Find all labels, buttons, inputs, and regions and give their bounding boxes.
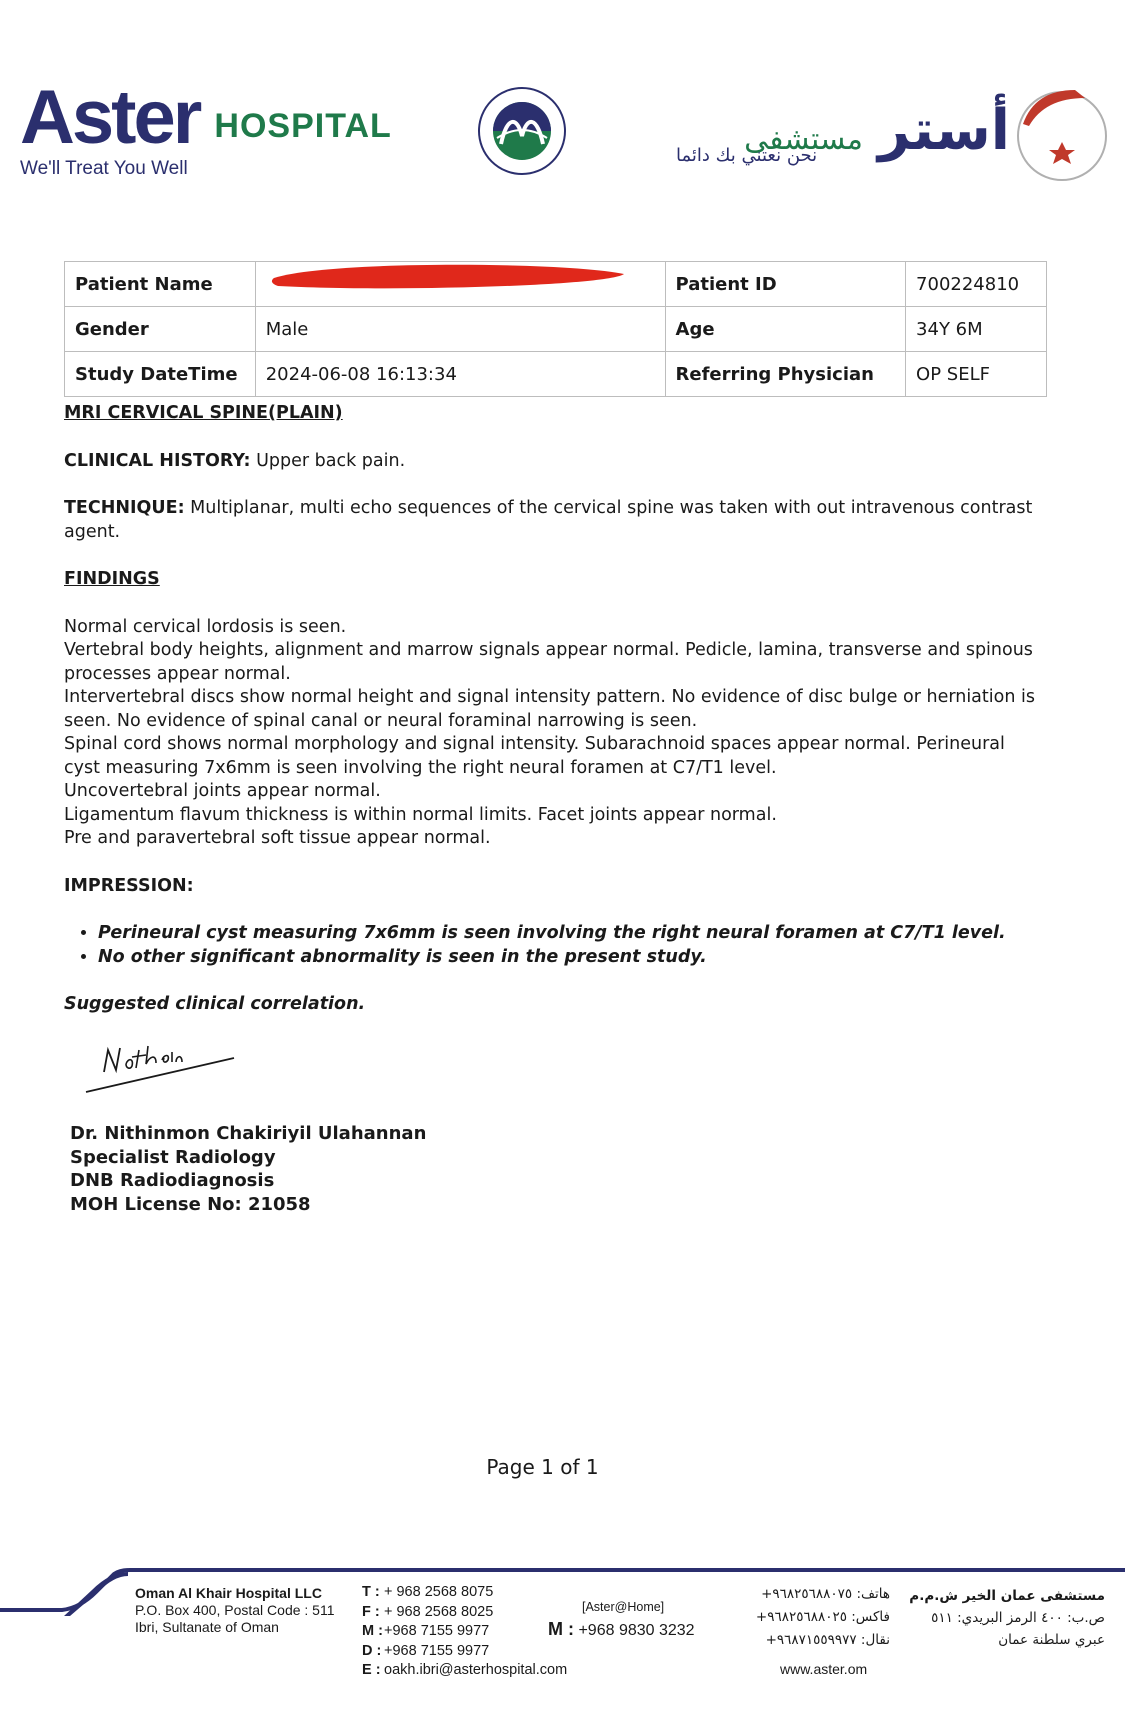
clinical-history-text: Upper back pain. (250, 450, 406, 471)
footer-arabic-fax: فاكس: ٩٦٨٢٥٦٨٨٠٢٥+ (755, 1609, 890, 1625)
footer-phone (362, 1583, 567, 1603)
referring-physician-value: OP SELF (906, 352, 1047, 397)
footer-arabic-contacts (730, 1583, 890, 1652)
logo-hospital-text: HOSPITAL (214, 107, 392, 145)
findings-title: FINDINGS (64, 569, 160, 589)
finding-line: Pre and paravertebral soft tissue appear normal. (64, 828, 491, 848)
finding-line: Spinal cord shows normal morphology and signal intensity. Subarachnoid spaces appear normal. Perineural cyst measuring 7x6mm is seen involving the right neural foramen at C7/T1 level. (64, 734, 1005, 778)
doctor-title: Specialist Radiology (70, 1146, 276, 1168)
footer-fax-label: F : (362, 1603, 380, 1620)
report-body (64, 402, 1044, 1017)
footer-company-name: Oman Al Khair Hospital LLC (135, 1585, 322, 1601)
arabic-tagline: نحن نعتني بك دائما (676, 145, 818, 166)
footer-direct-value: +968 7155 9977 (384, 1642, 490, 1659)
footer-mobile-label: M : (362, 1623, 383, 1639)
technique-text: Multiplanar, multi echo sequences of the cervical spine was taken with out intravenous contrast agent. (64, 498, 1033, 542)
technique-label: TECHNIQUE: (64, 498, 185, 518)
doctor-name: Dr. Nithinmon Chakiriyil Ulahannan (70, 1123, 427, 1144)
technique (64, 497, 1044, 544)
doctor-details (70, 1122, 426, 1216)
patient-id-label: Patient ID (665, 262, 906, 307)
footer-arabic-phone: هاتف: ٩٦٨٢٥٦٨٨٠٧٥+ (761, 1586, 890, 1602)
finding-line: Ligamentum flavum thickness is within normal limits. Facet joints appear normal. (64, 804, 777, 825)
footer-direct (362, 1642, 567, 1662)
impression-list (64, 922, 1044, 969)
footer-arabic-company (905, 1585, 1105, 1651)
doctor-license: MOH License No: 21058 (70, 1193, 311, 1215)
footer-aster-home-mobile-value: +968 9830 3232 (578, 1622, 695, 1639)
finding-line: Uncovertebral joints appear normal. (64, 781, 381, 801)
footer-company (135, 1585, 335, 1636)
redaction-mark (268, 262, 630, 292)
finding-line: Normal cervical lordosis is seen. (64, 616, 347, 637)
page-number: Page 1 of 1 (486, 1455, 599, 1479)
footer-phone-label: T : (362, 1584, 380, 1600)
accreditation-badge-icon (1015, 84, 1109, 184)
footer-aster-home-label: [Aster@Home] (582, 1600, 665, 1614)
arabic-brand-name: أستر (878, 98, 1010, 163)
footer-arabic-location: عبري سلطنة عمان (998, 1632, 1105, 1648)
patient-name-label: Patient Name (65, 262, 256, 307)
signature-image (84, 1030, 244, 1100)
finding-line: Intervertebral discs show normal height and signal intensity pattern. No evidence of disc bulge or herniation is seen. No evidence of spinal canal or neural foraminal narrowing is seen. (64, 687, 1035, 731)
hospital-logo (20, 75, 392, 180)
footer-aster-home-mobile (548, 1619, 695, 1640)
finding-line: Vertebral body heights, alignment and marrow signals appear normal. Pedicle, lamina, transverse and spinous processes appear normal. (64, 640, 1033, 684)
age-value: 34Y 6M (906, 307, 1047, 352)
suggestion-text: Suggested clinical correlation. (64, 994, 366, 1014)
age-label: Age (665, 307, 906, 352)
patient-id-value: 700224810 (906, 262, 1047, 307)
footer-mobile (362, 1622, 567, 1642)
footer-phone-value: + 968 2568 8075 (384, 1584, 494, 1600)
footer-location: Ibri, Sultanate of Oman (135, 1619, 279, 1635)
logo-tagline: We'll Treat You Well (20, 158, 188, 179)
gender-value: Male (255, 307, 665, 352)
footer-fax (362, 1603, 567, 1623)
impression-item: • No other significant abnormality is seen in the present study. (98, 946, 1044, 970)
report-title: MRI CERVICAL SPINE(PLAIN) (64, 403, 343, 423)
study-datetime-value: 2024-06-08 16:13:34 (255, 352, 665, 397)
footer-email-label: E : (362, 1662, 381, 1678)
doctor-qualification: DNB Radiodiagnosis (70, 1170, 275, 1191)
footer-email-value: oakh.ibri@asterhospital.com (384, 1662, 568, 1678)
footer-arabic-company-name: مستشفى عمان الخير ش.م.م (909, 1588, 1105, 1604)
impression-title: IMPRESSION: (64, 875, 194, 896)
footer-contacts (362, 1583, 567, 1681)
footer-fax-value: + 968 2568 8025 (384, 1603, 494, 1620)
impression-item: • Perineural cyst measuring 7x6mm is seen involving the right neural foramen at C7/T1 level. (98, 922, 1044, 946)
footer-pobox: P.O. Box 400, Postal Code : 511 (135, 1602, 335, 1618)
footer-direct-label: D : (362, 1642, 382, 1659)
clinical-history-label: CLINICAL HISTORY: (64, 450, 251, 471)
arabic-hospital-word: مستشفى (744, 122, 863, 157)
study-datetime-label: Study DateTime (65, 352, 256, 397)
logo-aster-text: Aster (20, 75, 200, 160)
footer-email (362, 1661, 567, 1681)
footer-arabic-pobox: ص.ب: ٤٠٠ الرمز البريدي: ٥١١ (931, 1610, 1105, 1626)
gender-label: Gender (65, 307, 256, 352)
clinical-history (64, 450, 1044, 474)
footer-aster-home-mobile-label: M : (548, 1619, 574, 1639)
footer-website-link[interactable]: www.aster.om (780, 1661, 868, 1677)
footer-mobile-value: +968 7155 9977 (384, 1623, 490, 1639)
footer-arabic-mobile: نقال: ٩٦٨٧١٥٥٩٩٧٧+ (765, 1632, 890, 1648)
aster-dm-seal-icon (477, 86, 567, 176)
referring-physician-label: Referring Physician (665, 352, 906, 397)
